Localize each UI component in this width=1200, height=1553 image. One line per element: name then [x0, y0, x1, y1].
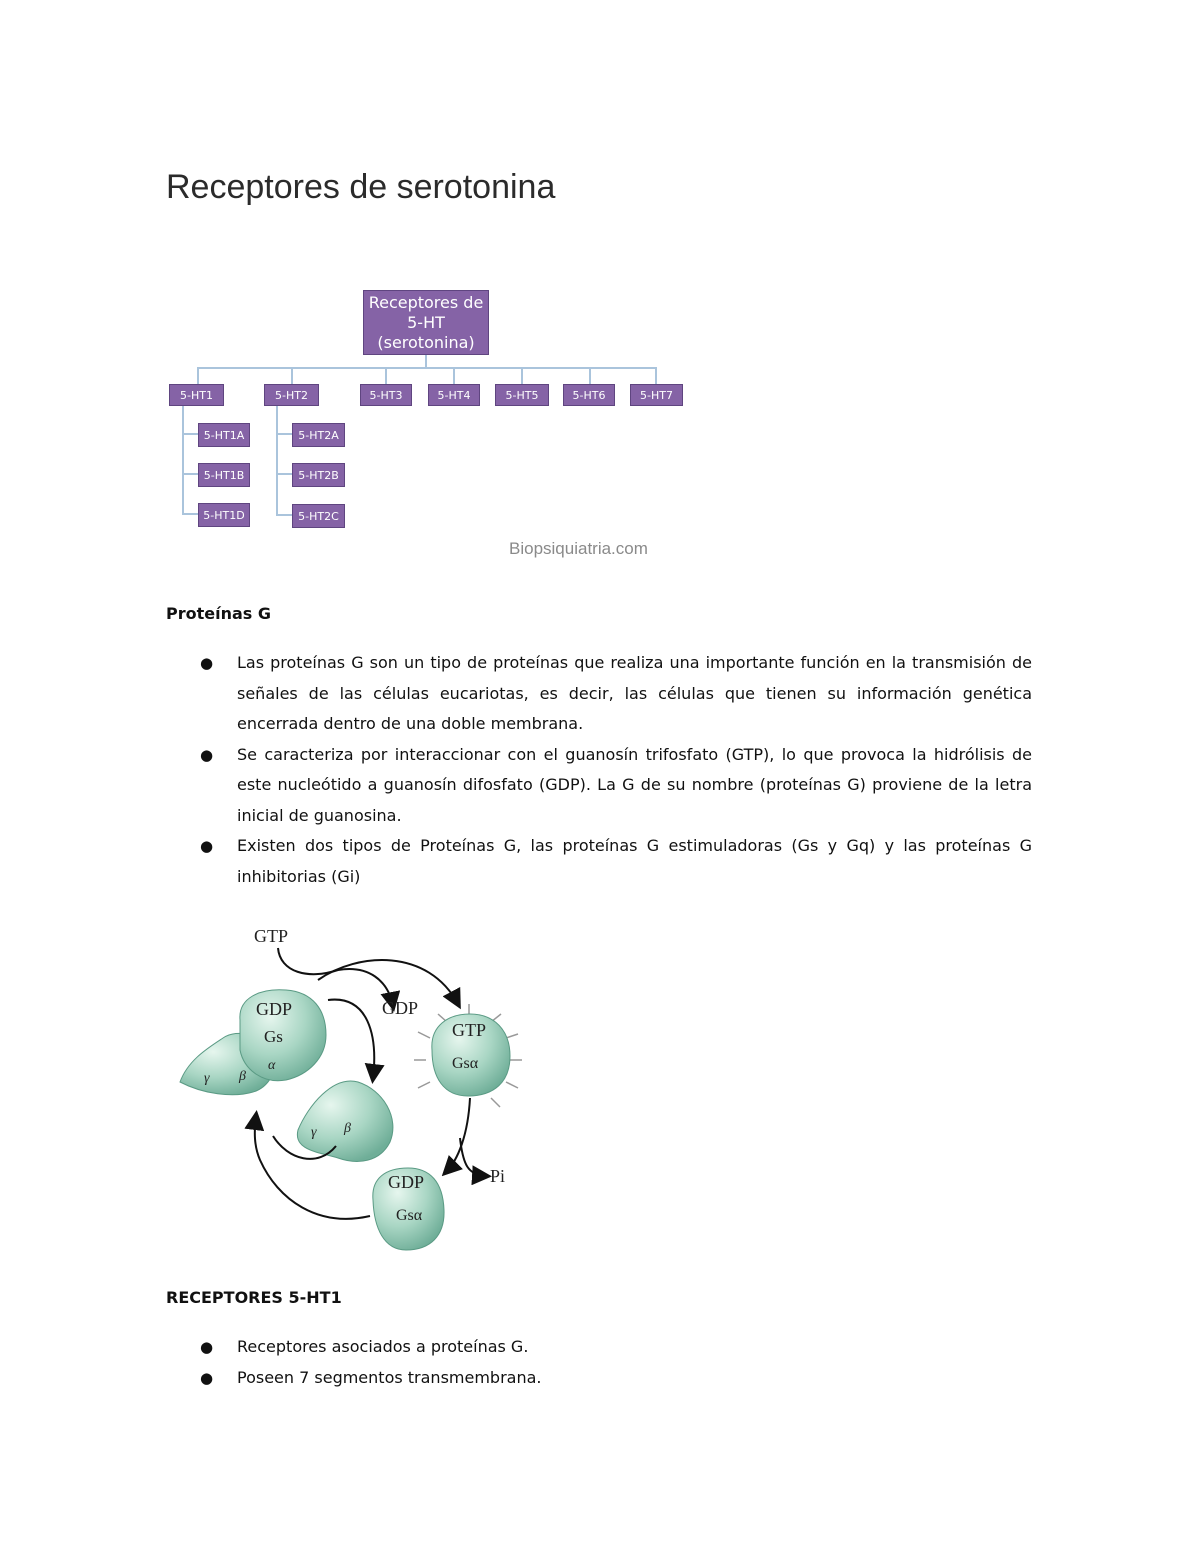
connector	[453, 367, 455, 384]
chart-root-line: (serotonina)	[377, 332, 475, 352]
list-item	[166, 831, 1032, 892]
subtype-box-5ht2a: 5-HT2A	[292, 423, 345, 447]
label-beta-free: β	[344, 1121, 351, 1136]
chart-root-line: 5-HT	[407, 312, 445, 332]
connector	[276, 406, 278, 516]
list-item	[166, 648, 1032, 740]
subtype-box-5ht1d: 5-HT1D	[198, 503, 250, 527]
label-alpha: α	[268, 1058, 276, 1073]
chart-root-box	[363, 290, 489, 355]
connector	[276, 433, 292, 435]
receptor-box-5ht1: 5-HT1	[169, 384, 224, 406]
list-item	[166, 1363, 1032, 1394]
page-title: Receptores de serotonina	[166, 168, 556, 206]
g-protein-cycle-figure	[168, 910, 528, 1260]
list-item-text: Se caracteriza por interaccionar con el guanosín trifosfato (GTP), lo que provoca la hidrólisis de este nucleótido a guanosín difosfato (GDP). La G de su nombre (proteínas G) proviene de la letra inicial de guanosina.	[237, 744, 1032, 825]
section-heading-proteinas-g: Proteínas G	[166, 604, 272, 623]
connector	[182, 433, 198, 435]
connector	[276, 473, 292, 475]
receptor-box-5ht6: 5-HT6	[563, 384, 615, 406]
label-gsa-active: Gsα	[452, 1055, 479, 1072]
chart-root-line: Receptores de	[368, 292, 484, 312]
receptor-box-5ht2: 5-HT2	[264, 384, 319, 406]
connector	[182, 473, 198, 475]
bullet-icon: ●	[200, 837, 214, 855]
list-item	[166, 1332, 1032, 1363]
label-gs: Gs	[264, 1027, 283, 1046]
source-watermark: Biopsiquiatria.com	[509, 539, 648, 558]
label-gdp-complex: GDP	[256, 999, 293, 1019]
connector	[291, 367, 293, 384]
receptor-box-5ht3: 5-HT3	[360, 384, 412, 406]
connector	[182, 513, 198, 515]
label-gdp-released: GDP	[382, 998, 419, 1018]
label-gtp-input: GTP	[254, 926, 289, 946]
receptores-5ht1-list	[166, 1332, 1032, 1393]
connector	[385, 367, 387, 384]
list-item-text: Las proteínas G son un tipo de proteínas que realiza una importante función en la transmisión de señales de las células eucariotas, es decir, las células que tienen su información genética encerrada dentro de una doble membrana.	[237, 653, 1032, 733]
receptor-box-5ht5: 5-HT5	[495, 384, 549, 406]
label-pi: Pi	[490, 1166, 506, 1186]
bullet-icon: ●	[200, 1368, 214, 1387]
arrow-hydrolysis	[446, 1098, 470, 1172]
connector	[197, 367, 657, 369]
list-item-text: Poseen 7 segmentos transmembrana.	[237, 1367, 542, 1387]
subtype-box-5ht1a: 5-HT1A	[198, 423, 250, 447]
connector	[197, 367, 199, 384]
bullet-icon: ●	[200, 654, 214, 672]
list-item-text: Existen dos tipos de Proteínas G, las proteínas G estimuladoras (Gs y Gq) y las proteínas G inhibitorias (Gi)	[237, 836, 1032, 886]
connector	[589, 367, 591, 384]
arrow-pi-release	[460, 1138, 486, 1176]
serotonin-receptor-chart	[165, 285, 695, 570]
connector	[655, 367, 657, 384]
connector	[276, 514, 292, 516]
label-gamma: γ	[204, 1071, 210, 1086]
connector	[521, 367, 523, 384]
label-gsa-bottom: Gsα	[396, 1207, 423, 1224]
section-heading-receptores-5ht1: RECEPTORES 5-HT1	[166, 1288, 342, 1307]
label-gdp-bottom: GDP	[388, 1172, 425, 1192]
label-gtp-active: GTP	[452, 1020, 487, 1040]
label-beta: β	[239, 1069, 246, 1084]
bullet-icon: ●	[200, 1338, 214, 1356]
subtype-box-5ht2c: 5-HT2C	[292, 504, 345, 528]
label-gamma-free: γ	[311, 1125, 317, 1140]
bullet-icon: ●	[200, 745, 214, 764]
list-item-text: Receptores asociados a proteínas G.	[237, 1337, 529, 1356]
receptor-box-5ht4: 5-HT4	[428, 384, 480, 406]
list-item	[166, 740, 1032, 832]
subtype-box-5ht2b: 5-HT2B	[292, 463, 345, 487]
proteinas-g-list	[166, 648, 1032, 892]
receptor-box-5ht7: 5-HT7	[630, 384, 683, 406]
subtype-box-5ht1b: 5-HT1B	[198, 463, 250, 487]
arrow-gdp-release	[328, 1000, 374, 1078]
connector	[182, 406, 184, 515]
